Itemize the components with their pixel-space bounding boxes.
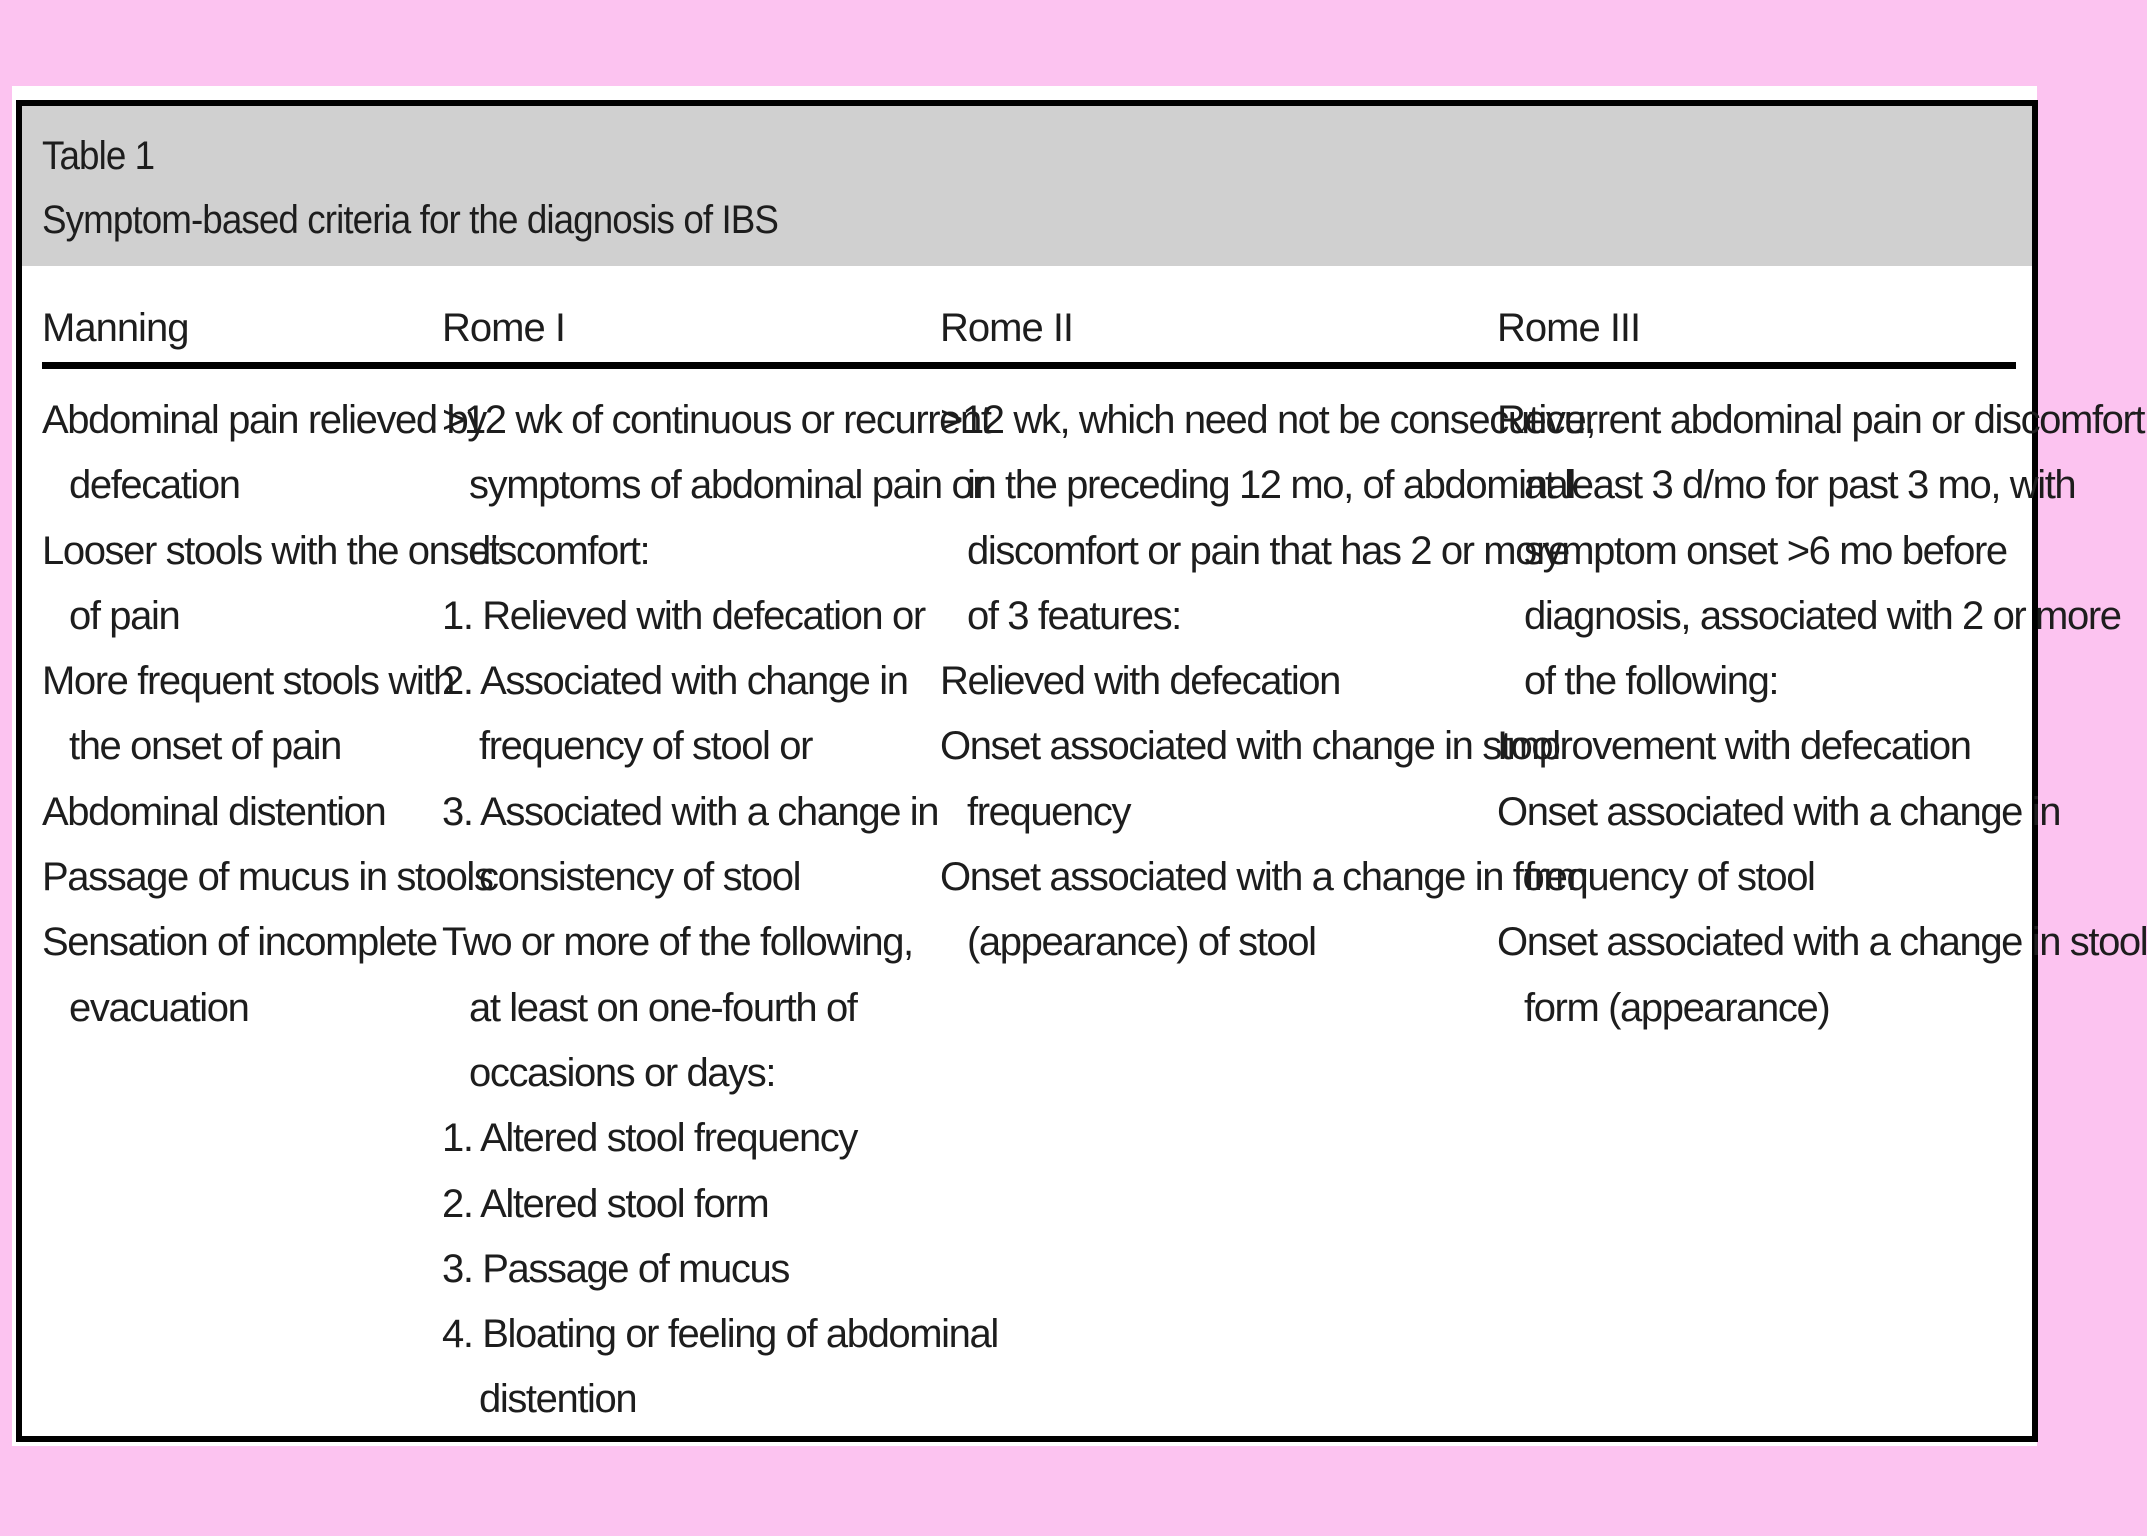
rome-iii-criteria [1497, 388, 2147, 1041]
table-cell-line: of the following: [1524, 659, 1779, 704]
table-cell-line: the onset of pain [69, 724, 341, 769]
table-cell-line: at least 3 d/mo for past 3 mo, with [1524, 463, 2076, 508]
table-cell-line: Recurrent abdominal pain or discomfort [1497, 398, 2145, 442]
table-frame [16, 100, 2147, 1442]
table-cell-line: (appearance) of stool [967, 920, 1316, 965]
table-cell-line: >12 wk, which need not be consecutive, [940, 398, 1596, 442]
table-cell-line: evacuation [69, 985, 249, 1030]
column-header-rome-iii: Rome III [1497, 306, 1641, 350]
list-item: 1. Altered stool frequency [442, 1116, 857, 1161]
table-cell-line: Abdominal distention [42, 789, 386, 834]
table-cell-line: Improvement with defecation [1497, 724, 1971, 769]
list-item: 1. Relieved with defecation or [442, 593, 925, 638]
list-item: 2. Associated with change in [442, 659, 908, 704]
table-cell-line: in the preceding 12 mo, of abdominal [967, 463, 1575, 508]
table-caption [22, 106, 2032, 266]
table-cell-line: Onset associated with a change in [1497, 789, 2061, 834]
column-header-rome-i: Rome I [442, 306, 565, 350]
column-header-manning: Manning [42, 306, 189, 350]
table-cell-line: frequency of stool [1524, 855, 1815, 900]
table-cell-line: of 3 features: [967, 593, 1181, 638]
list-item: 2. Altered stool form [442, 1181, 769, 1226]
header-rule [42, 362, 2016, 369]
table-cell-line: symptom onset >6 mo before [1524, 528, 2007, 573]
table-cell-line: Abdominal pain relieved by [42, 398, 486, 442]
table-cell-line: frequency of stool or [479, 724, 813, 769]
table-cell-line: at least on one-fourth of [469, 985, 857, 1030]
list-item: 4. Bloating or feeling of abdominal [442, 1312, 998, 1357]
table-cell-line: consistency of stool [479, 855, 801, 900]
table-cell-line: discomfort: [469, 528, 650, 573]
table-cell-line: Two or more of the following, [442, 920, 913, 965]
table-cell-line: Onset associated with a change in form [940, 855, 1588, 900]
list-item: 3. Associated with a change in [442, 789, 939, 834]
table-cell-line: of pain [69, 593, 180, 638]
table-cell-line: Sensation of incomplete [42, 920, 437, 965]
list-item: 3. Passage of mucus [442, 1246, 789, 1291]
table-cell-line: Relieved with defecation [940, 659, 1340, 704]
table-cell-line: defecation [69, 463, 240, 508]
table-cell-line: symptoms of abdominal pain or [469, 463, 985, 508]
table-cell-line: >12 wk of continuous or recurrent [442, 398, 991, 442]
column-header-rome-ii: Rome II [940, 306, 1074, 350]
table-cell-line: discomfort or pain that has 2 or more [967, 528, 1569, 573]
table-cell-line: occasions or days: [469, 1050, 776, 1095]
slide-sheet [12, 86, 2147, 1446]
table-cell-line: diagnosis, associated with 2 or more [1524, 593, 2121, 638]
table-cell-line: form (appearance) [1524, 985, 1830, 1030]
table-cell-line: Onset associated with a change in stool [1497, 920, 2147, 965]
table-cell-line: distention [479, 1377, 637, 1422]
table-cell-line: Passage of mucus in stools [42, 855, 493, 900]
manning-criteria [42, 388, 499, 1041]
table-cell-line: More frequent stools with [42, 659, 454, 704]
table-cell-line: Looser stools with the onset [42, 528, 499, 573]
table-cell-line: Onset associated with change in stool [940, 724, 1560, 769]
table-title: Symptom-based criteria for the diagnosis of IBS [42, 198, 779, 242]
table-label: Table 1 [42, 134, 155, 178]
rome-i-criteria [442, 388, 998, 1433]
table-cell-line: frequency [967, 789, 1131, 834]
